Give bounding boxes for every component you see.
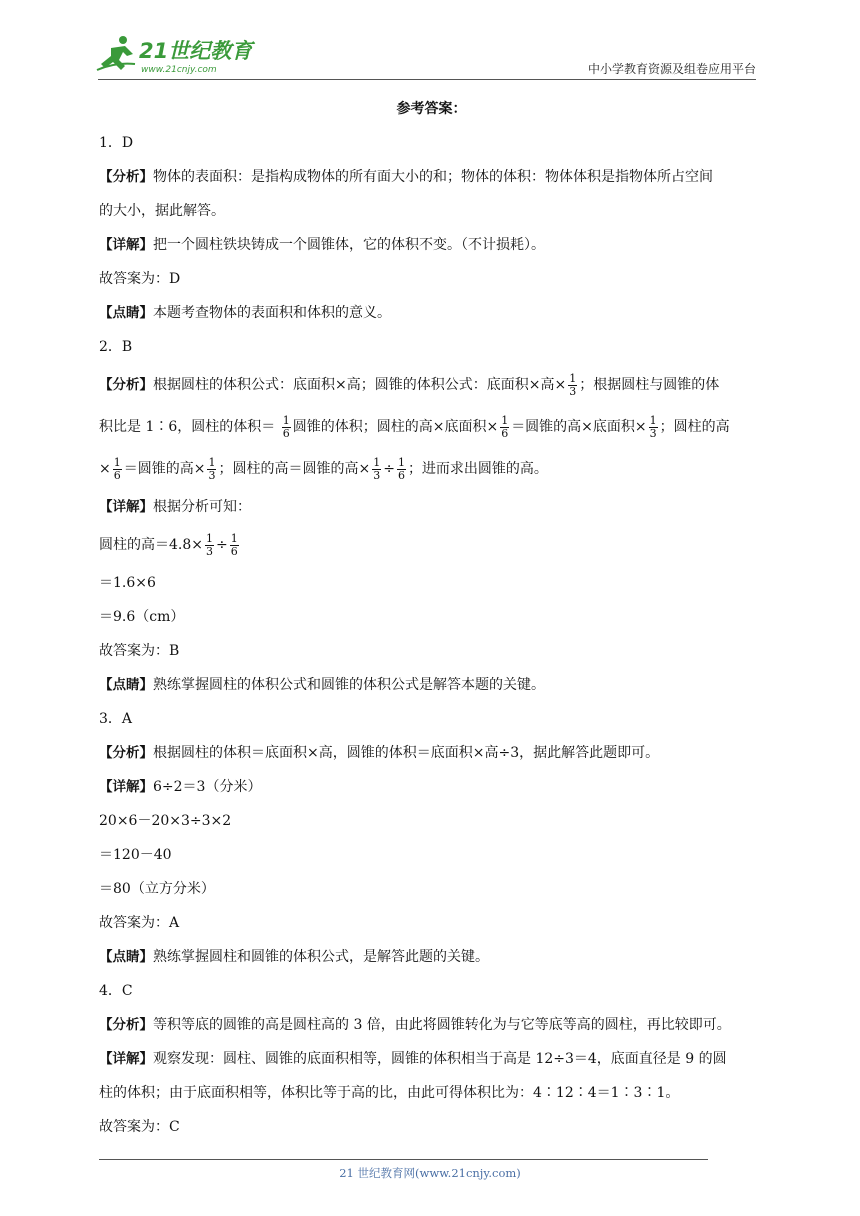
q4-detail-cont: 柱的体积；由于底面积相等，体积比等于高的比，由此可得体积比为：4∶12∶4＝1∶3∶1。 — [99, 1085, 680, 1101]
q2-number: 2．B — [99, 339, 133, 355]
answer-content — [99, 92, 764, 1144]
logo-url: www.21cnjy.com — [141, 65, 217, 75]
q3-comment: 【点睛】熟练掌握圆柱和圆锥的体积公式，是解答此题的关键。 — [99, 949, 489, 965]
q3-calc-1: 20×6－20×3÷3×2 — [99, 813, 232, 829]
fraction-1-3: $\frac{1}{3}$ — [373, 455, 381, 482]
q2-analysis-line3: × $\frac{1}{6}$ ＝圆锥的高× $\frac{1}{3}$ ；圆柱的高＝圆锥的高× $\frac{1}{3}$ ÷ $\frac{1}{6}$ ；进而求出圆锥的高。 — [99, 455, 548, 482]
fraction-1-3: $\frac{1}{3}$ — [206, 531, 213, 558]
q4-number: 4．C — [99, 983, 133, 999]
header-divider — [98, 79, 756, 80]
q1-analysis-cont: 的大小，据此解答。 — [99, 203, 225, 219]
q2-detail: 【详解】根据分析可知： — [99, 499, 251, 515]
q4-analysis: 【分析】等积等底的圆锥的高是圆柱高的 3 倍，由此将圆锥转化为与它等底等高的圆柱，再比较即可。 — [99, 1017, 731, 1033]
q3-calc-2: ＝120－40 — [99, 847, 172, 863]
q1-comment: 【点睛】本题考查物体的表面积和体积的意义。 — [99, 305, 391, 321]
fraction-1-3: $\frac{1}{3}$ — [569, 371, 577, 398]
page-header — [0, 0, 860, 80]
q4-answer: 故答案为：C — [99, 1119, 180, 1135]
page-footer: 21 世纪教育网(www.21cnjy.com) — [339, 1166, 521, 1180]
analysis-tag: 【分析】 — [99, 169, 153, 185]
header-platform-name: 中小学教育资源及组卷应用平台 — [587, 62, 756, 76]
footer-divider — [99, 1159, 708, 1160]
q2-analysis-line2: 积比是 1∶6，圆柱的体积＝ $\frac{1}{6}$ 圆锥的体积；圆柱的高×底面积× $\frac{1}{6}$ ＝圆锥的高×底面积× $\frac{1}{3}$ ；圆柱的高 — [99, 413, 730, 440]
q2-calc-1: 圆柱的高＝4.8× $\frac{1}{3}$ ÷ $\frac{1}{6}$ — [99, 531, 238, 558]
q3-analysis: 【分析】根据圆柱的体积＝底面积×高，圆锥的体积＝底面积×高÷3，据此解答此题即可。 — [99, 745, 660, 761]
q2-analysis-line1: 【分析】根据圆柱的体积公式：底面积×高；圆锥的体积公式：底面积×高× $\frac{1}{3}$ ；根据圆柱与圆锥的体 — [99, 371, 720, 398]
running-figure-icon — [97, 36, 135, 70]
q2-calc-3: ＝9.6（cm） — [99, 609, 185, 625]
q3-answer: 故答案为：A — [99, 915, 180, 931]
comment-tag: 【点睛】 — [99, 305, 153, 321]
fraction-1-6: $\frac{1}{6}$ — [282, 413, 290, 440]
detail-tag: 【详解】 — [99, 237, 153, 253]
fraction-1-6: $\frac{1}{6}$ — [397, 455, 405, 482]
q1-analysis: 【分析】物体的表面积：是指构成物体的所有面大小的和；物体的体积：物体体积是指物体所占空间 — [99, 169, 713, 185]
logo-text: 21世纪教育 — [139, 39, 253, 63]
q3-calc-3: ＝80（立方分米） — [99, 881, 215, 897]
page-title: 参考答案： — [396, 101, 467, 117]
logo-21cnjy — [95, 34, 260, 78]
q1-answer: 故答案为：D — [99, 271, 181, 287]
q1-detail: 【详解】把一个圆柱铁块铸成一个圆锥体，它的体积不变。（不计损耗）。 — [99, 237, 545, 253]
fraction-1-3: $\frac{1}{3}$ — [649, 413, 657, 440]
q3-number: 3．A — [99, 711, 133, 727]
fraction-1-6: $\frac{1}{6}$ — [230, 531, 238, 558]
fraction-1-6: $\frac{1}{6}$ — [501, 413, 509, 440]
q4-detail: 【详解】观察发现：圆柱、圆锥的底面积相等，圆锥的体积相当于高是 12÷3＝4，底面直径是 9 的圆 — [99, 1051, 727, 1067]
q1-number: 1．D — [99, 135, 134, 151]
fraction-1-3: $\frac{1}{3}$ — [208, 455, 216, 482]
q3-detail: 【详解】6÷2＝3（分米） — [99, 779, 262, 795]
fraction-1-6: $\frac{1}{6}$ — [113, 455, 121, 482]
q2-comment: 【点睛】熟练掌握圆柱的体积公式和圆锥的体积公式是解答本题的关键。 — [99, 677, 545, 693]
q2-calc-2: ＝1.6×6 — [99, 575, 156, 591]
q2-answer: 故答案为：B — [99, 643, 180, 659]
